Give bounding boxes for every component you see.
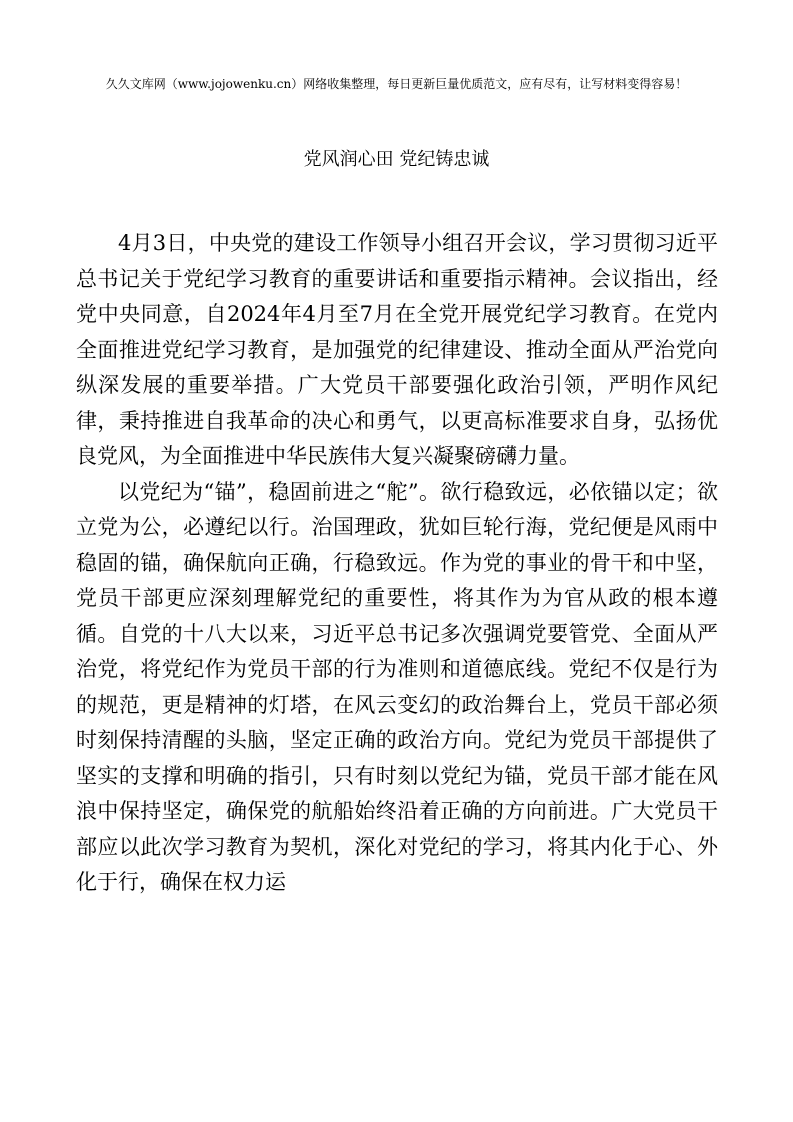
document-title: 党风润心田 党纪铸忠诚 <box>303 149 490 170</box>
paragraph-1: 4月3日，中央党的建设工作领导小组召开会议，学习贯彻习近平总书记关于党纪学习教育的重要讲话和重要指示精神。会议指出，经党中央同意，自2024年4月至7月在全党开展党纪学习教育。在党内全面推进党纪学习教育，是加强党的纪律建设、推动全面从严治党向纵深发展的重要举措。广大党员干部要强化政治引领，严明作风纪律，秉持推进自我革命的决心和勇气，以更高标准要求自身，弘扬优良党风，为全面推进中华民族伟大复兴凝聚磅礴力量。 <box>76 231 718 468</box>
site-header-notice: 久久文库网（www.jojowenku.cn）网络收集整理，每日更新巨量优质范文，应有尽有，让写材料变得容易！ <box>105 77 688 91</box>
document-body <box>76 226 718 901</box>
paragraph-2: 以党纪为“锚”，稳固前进之“舵”。欲行稳致远，必依锚以定；欲立党为公，必遵纪以行。治国理政，犹如巨轮行海，党纪便是风雨中稳固的锚，确保航向正确，行稳致远。作为党的事业的骨干和中坚，党员干部更应深刻理解党纪的重要性，将其作为为官从政的根本遵循。自党的十八大以来，习近平总书记多次强调党要管党、全面从严治党，将党纪作为党员干部的行为准则和道德底线。党纪不仅是行为的规范，更是精神的灯塔，在风云变幻的政治舞台上，党员干部必须时刻保持清醒的头脑，坚定正确的政治方向。党纪为党员干部提供了坚实的支撑和明确的指引，只有时刻以党纪为锚，党员干部才能在风浪中保持坚定，确保党的航船始终沿着正确的方向前进。广大党员干部应以此次学习教育为契机，深化对党纪的学习，将其内化于心、外化于行，确保在权力运 <box>76 479 718 894</box>
